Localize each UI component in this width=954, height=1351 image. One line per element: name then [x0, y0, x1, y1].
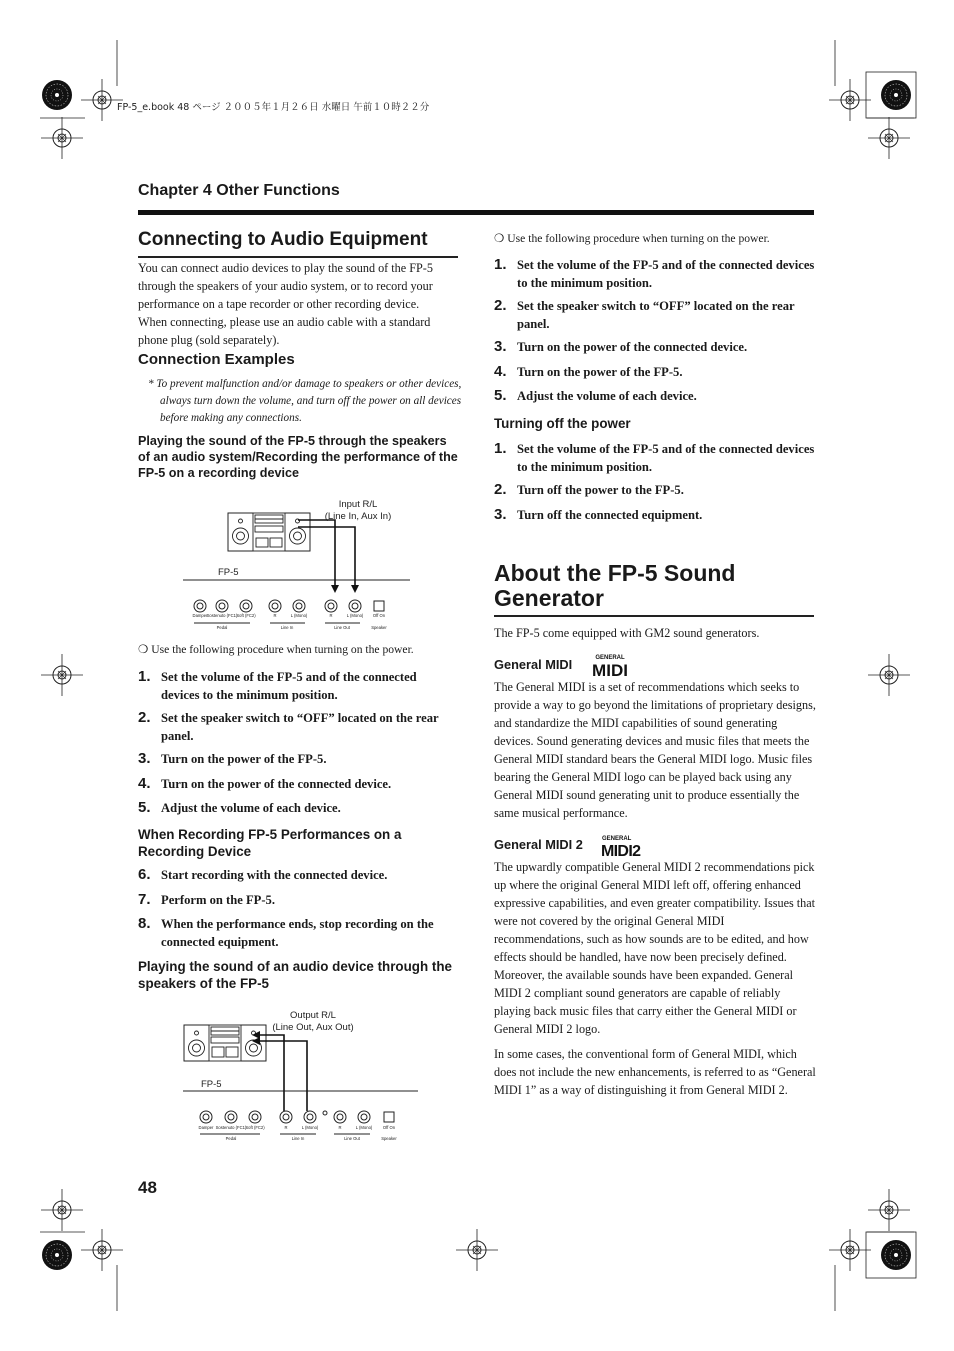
step-item: 4. Turn on the power of the FP-5. [494, 362, 683, 380]
crop-header-text: FP-5_e.book 48 ページ ２００５年１月２６日 水曜日 午前１０時２２分 [117, 102, 430, 113]
registration-target-icon [81, 1229, 123, 1271]
chapter-title: Chapter 4 Other Functions [138, 182, 340, 199]
group-label: Line In [291, 1136, 305, 1141]
step-item: 3. Turn off the connected equipment. [494, 505, 703, 523]
switch-label: Off On [382, 1125, 396, 1130]
registration-target-icon [868, 654, 910, 696]
general-midi-2-text: The upwardly compatible General MIDI 2 recommendations pick up where the original General MIDI left off, offering enhanced expressive capabilities, and even greater compatibility. Issues that were not covered by the original General MIDI recommendations, such as how sounds are to be edited, and how effects should be handled, have now been precisely defined. Moreover, the available sounds have been expanded. General MIDI 2 compliant sound generators are capable of reliably playing back music files that carry either the General MIDI or General MIDI 2 logo. [494, 860, 816, 1036]
example1-title: Playing the sound of the FP-5 through the speakers of an audio system/Recording the performance of the FP-5 on a recording device [138, 434, 458, 480]
step-item: 7. Perform on the FP-5. [138, 890, 276, 908]
jack-label: R [273, 613, 277, 618]
page-number: 48 [138, 1178, 157, 1197]
step-item: 3. Turn on the power of the FP-5. [138, 750, 327, 767]
example2-title: Playing the sound of an audio device through the speakers of the FP-5 [138, 959, 452, 991]
jack-label: Sostenuto (FC1) [215, 1125, 247, 1130]
registration-target-icon [868, 1189, 910, 1231]
step-item: 4. Turn on the power of the connected device. [138, 774, 392, 792]
registration-target-icon [41, 1189, 83, 1231]
step-item: 5. Adjust the volume of each device. [494, 387, 697, 404]
group-label: Line Out [334, 625, 350, 630]
registration-star-icon [881, 1240, 911, 1270]
registration-star-icon [881, 80, 911, 110]
jack-label: L (Mono) [346, 613, 364, 618]
jack-label: Damper [192, 613, 208, 618]
chapter-rule [138, 210, 814, 215]
output-label: Output R/L [290, 1010, 336, 1021]
general-midi-heading: General MIDI GENERAL MIDI [494, 654, 628, 679]
jack-label: Damper [198, 1125, 214, 1130]
general-midi-logo-icon [590, 653, 630, 679]
step-item: 1. Set the volume of the FP-5 and of the connected devices to the minimum position. [494, 256, 815, 290]
svg-text:MIDI2: MIDI2 [601, 842, 642, 858]
caution-note: * To prevent malfunction and/or damage to speakers or other devices, always turn down the volume, and turn off the power on all devices before making any connections. [148, 378, 462, 424]
jack-label: L (Mono) [355, 1125, 373, 1130]
registration-target-icon [41, 117, 83, 159]
svg-text:GENERAL: GENERAL [595, 654, 625, 661]
registration-target-icon [868, 117, 910, 159]
switch-label: Off On [372, 613, 386, 618]
step-item: 2. Turn off the power to the FP-5. [494, 481, 684, 498]
fp5-label: FP-5 [218, 567, 239, 578]
svg-text:MIDI: MIDI [591, 660, 628, 679]
jack-label: L (Mono) [290, 613, 308, 618]
input-label: Input R/L [338, 499, 378, 510]
group-label: Pedal [216, 625, 228, 630]
step-item: 6. Start recording with the connected device. [138, 866, 388, 883]
section-title-about: About the FP-5 Sound Generator [494, 560, 736, 611]
group-label: Speaker [371, 625, 387, 630]
input-sublabel: (Line In, Aux In) [324, 511, 392, 522]
intro-paragraph: You can connect audio devices to play the sound of the FP-5 through the speakers of your audio system, or to record your performance on a tape recorder or other recording device. [138, 261, 433, 311]
svg-text:GENERAL: GENERAL [602, 835, 632, 842]
fp5-label: FP-5 [201, 1079, 222, 1090]
general-midi-2-heading: General MIDI 2 GENERAL MIDI2 [494, 835, 642, 858]
recording-title: When Recording FP-5 Performances on a Recording Device [138, 827, 402, 859]
section-title-connecting: Connecting to Audio Equipment [138, 229, 428, 250]
jack-label: Soft (FC2) [245, 1125, 265, 1130]
about-intro: The FP-5 come equipped with GM2 sound generators. [494, 626, 760, 640]
registration-target-icon [41, 654, 83, 696]
group-label: Line Out [344, 1136, 360, 1141]
registration-star-icon [42, 1240, 72, 1270]
registration-target-icon [456, 1229, 498, 1271]
subsection-title-examples: Connection Examples [138, 351, 295, 368]
jack-label: R [338, 1125, 342, 1130]
registration-target-icon [829, 1229, 871, 1271]
power-on-bullet: ❍ Use the following procedure when turning on the power. [138, 643, 414, 656]
output-sublabel: (Line Out, Aux Out) [272, 1022, 354, 1033]
step-item: 3. Turn on the power of the connected device. [494, 338, 748, 355]
jack-label: L (Mono) [301, 1125, 319, 1130]
step-item: 5. Adjust the volume of each device. [138, 799, 341, 816]
general-midi-2-logo-icon [600, 834, 642, 858]
power-on-bullet: ❍ Use the following procedure when turning on the power. [494, 232, 770, 245]
jack-label: R [329, 613, 333, 618]
group-label: Pedal [225, 1136, 237, 1141]
general-midi-2-text: In some cases, the conventional form of General MIDI, which does not include the new enhancements, is referred to as “General MIDI 1” as a way of distinguishing it from General MIDI 2. [494, 1047, 816, 1097]
general-midi-text: The General MIDI is a set of recommendations which seeks to provide a way to go beyond the limitations of proprietary designs, and standardize the MIDI capabilities of sound generating devices. Sound generating devices and music files that meets the General MIDI standard bears the General MIDI logo. Music files bearing the General MIDI logo can be played back using any General MIDI sound generating unit to produce essentially the same musical performance. [494, 680, 816, 820]
section-rule [494, 615, 814, 617]
group-label: Line In [280, 625, 294, 630]
connection-diagram-2 [180, 1005, 425, 1147]
step-item: 2. Set the speaker switch to “OFF” located on the rear panel. [494, 297, 795, 331]
group-label: Speaker [381, 1136, 397, 1141]
connection-diagram-1 [180, 495, 420, 635]
registration-star-icon [42, 80, 72, 110]
section-rule [138, 256, 458, 258]
step-item: 8. When the performance ends, stop recording on the connected equipment. [138, 915, 434, 949]
step-item: 2. Set the speaker switch to “OFF” located on the rear panel. [138, 709, 439, 743]
power-off-title: Turning off the power [494, 416, 631, 431]
step-item: 1. Set the volume of the FP-5 and of the connected devices to the minimum position. [138, 668, 417, 702]
step-item: 1. Set the volume of the FP-5 and of the connected devices to the minimum position. [494, 440, 815, 474]
jack-label: Sostenuto (FC1) [206, 613, 238, 618]
intro-paragraph: When connecting, please use an audio cable with a standard phone plug (sold separately). [138, 315, 431, 347]
jack-label: R [284, 1125, 288, 1130]
jack-label: Soft (FC2) [236, 613, 256, 618]
